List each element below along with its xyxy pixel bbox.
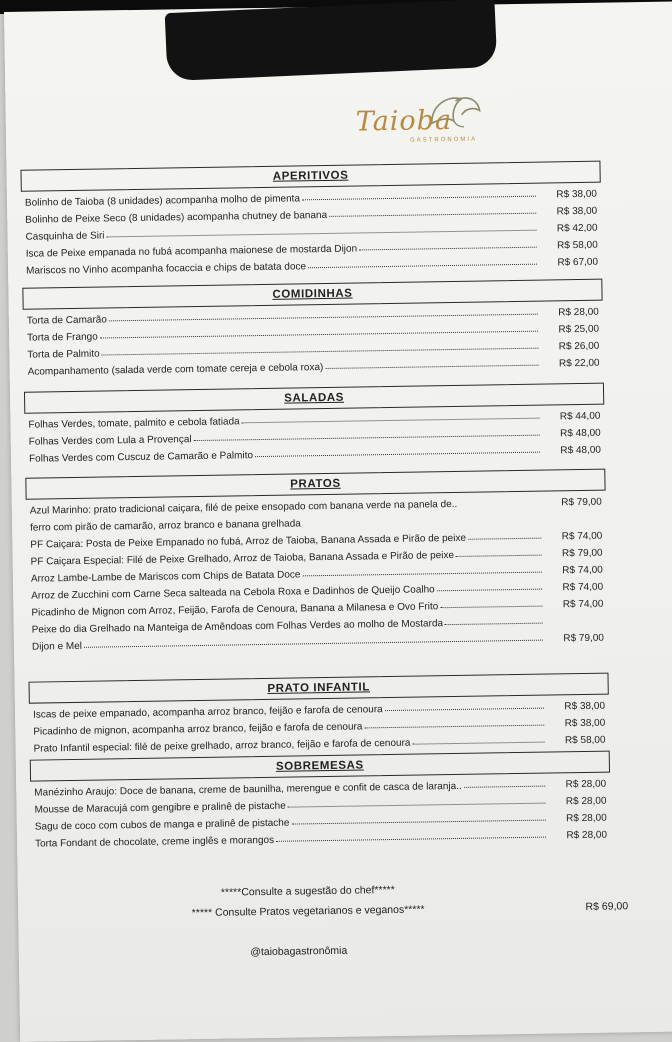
leader-dots (84, 640, 543, 648)
item-price: R$ 79,00 (561, 547, 603, 560)
item-name: Bolinho de Peixe Seco (8 unidades) acompanha chutney de banana (25, 209, 328, 226)
item-name: Mariscos no Vinho acompanha focaccia e chips de batata doce (25, 261, 307, 277)
section-pratos (25, 469, 608, 653)
leader-dots (303, 522, 541, 526)
item-name: Torta Fondant de chocolate, creme inglês e morangos (34, 834, 275, 850)
item-name: Picadinho de Mignon com Arroz, Feijão, Farofa de Cenoura, Banana a Milanesa e Ovo Frito (31, 601, 439, 619)
item-price: R$ 74,00 (562, 598, 604, 611)
item-name: Prato Infantil especial: filé de peixe grelhado, arroz branco, feijão e farofa de cenoura (33, 737, 411, 755)
leader-dots (385, 708, 544, 712)
section-infantil (29, 673, 610, 755)
item-price: R$ 79,00 (563, 632, 604, 645)
leader-dots (456, 555, 542, 557)
item-price: R$ 28,00 (566, 829, 608, 842)
item-name: Torta de Frango (27, 331, 98, 344)
item-price: R$ 74,00 (561, 530, 603, 543)
item-list (21, 183, 602, 277)
leader-dots (440, 606, 542, 609)
vegetarian-note: ***** Consulte Pratos vegetarianos e veganos***** (191, 903, 425, 920)
leader-dots (255, 452, 540, 457)
leader-dots (468, 538, 541, 540)
item-price: R$ 28,00 (566, 812, 607, 825)
item-list (29, 695, 610, 755)
leader-dots (364, 725, 544, 729)
leader-dots (308, 264, 537, 269)
item-price: R$ 28,00 (565, 795, 607, 808)
item-list (24, 405, 605, 465)
leader-dots (329, 213, 536, 217)
instagram-handle[interactable]: @taiobagastronômia (250, 944, 348, 959)
item-price: R$ 25,00 (558, 323, 600, 336)
section-title: SALADAS (24, 383, 604, 414)
item-list (26, 491, 608, 653)
leader-dots (459, 505, 540, 506)
leader-dots (437, 589, 542, 592)
brand-name: Taioba (355, 104, 453, 138)
item-name: Picadinho de mignon, acompanha arroz branco, feijão e farofa de cenoura (33, 721, 363, 738)
section-aperitivos (20, 161, 602, 277)
section-sobremesas (30, 751, 611, 850)
item-price: R$ 38,00 (556, 188, 598, 201)
item-price: R$ 48,00 (560, 427, 601, 440)
item-name: Dijon e Mel (31, 640, 83, 653)
section-title: SOBREMESAS (30, 751, 610, 782)
item-price: R$ 26,00 (558, 340, 600, 353)
item-name: Mousse de Maracujá com gengibre e pralinê de pistache (34, 800, 286, 816)
item-name: Torta de Palmito (27, 348, 100, 361)
section-title: APERITIVOS (20, 161, 600, 192)
item-price: R$ 74,00 (562, 564, 603, 577)
leader-dots (291, 820, 545, 825)
item-name: Folhas Verdes com Cuscuz de Camarão e Palmito (28, 450, 254, 465)
section-title: COMIDINHAS (22, 279, 602, 310)
vegetarian-price: R$ 69,00 (585, 900, 629, 913)
item-list (23, 301, 604, 378)
section-saladas (24, 383, 605, 465)
item-name: Azul Marinho: prato tradicional caiçara, filé de peixe ensopado com banana verde na panela de.. (29, 498, 458, 517)
item-price: R$ 44,00 (559, 410, 601, 423)
chef-suggestion-note: *****Consulte a sugestão do chef***** (220, 883, 395, 899)
item-price: R$ 38,00 (556, 205, 598, 218)
leader-dots (412, 742, 544, 745)
item-name: PF Caiçara Especial: Filé de Peixe Grelhado, Arroz de Taioba, Banana Assada e Pirão de peixe (30, 549, 455, 568)
item-price: R$ 28,00 (565, 778, 607, 791)
leader-dots (359, 247, 537, 251)
leader-dots (302, 196, 536, 201)
item-name: Acompanhamento (salada verde com tomate cereja e cebola roxa) (27, 362, 324, 378)
item-price: R$ 58,00 (557, 239, 598, 252)
leader-dots (325, 365, 538, 369)
leader-dots (464, 786, 546, 788)
item-name: Folhas Verdes com Lula a Provençal (28, 434, 192, 448)
item-name: Arroz de Zucchini com Carne Seca salteada na Cebola Roxa e Dadinhos de Queijo Coalho (31, 584, 435, 602)
item-name: Iscas de peixe empanado, acompanha arroz branco, feijão e farofa de cenoura (32, 704, 383, 721)
section-title: PRATO INFANTIL (29, 673, 609, 704)
item-name: Sagu de coco com cubos de manga e pralinê de pistache (34, 817, 290, 833)
item-name: Manézinho Araujo: Doce de banana, creme de baunilha, merengue e confit de casca de laranja.. (34, 780, 462, 799)
leader-dots (302, 572, 541, 577)
brand-logo (347, 96, 508, 155)
item-price: R$ 48,00 (560, 444, 602, 457)
section-title: PRATOS (25, 469, 605, 500)
item-name: Peixe do dia Grelhado na Manteiga de Amêndoas com Folhas Verdes ao molho de Mostarda (31, 618, 444, 636)
item-name: Isca de Peixe empanada no fubá acompanha maionese de mostarda Dijon (25, 243, 358, 260)
item-price: R$ 28,00 (558, 306, 599, 319)
menu-sheet (4, 1, 672, 1041)
item-price: R$ 58,00 (564, 734, 606, 747)
item-price: R$ 22,00 (558, 357, 600, 370)
item-price: R$ 79,00 (561, 496, 602, 509)
item-name: ferro com pirão de camarão, arroz branco e banana grelhada (30, 518, 301, 534)
item-name: Torta de Camarão (26, 314, 107, 327)
leader-dots (276, 837, 546, 842)
item-price: R$ 42,00 (556, 222, 598, 235)
leader-dots (445, 623, 543, 626)
item-price: R$ 38,00 (564, 717, 606, 730)
item-price: R$ 74,00 (562, 581, 604, 594)
item-name: Arroz Lambe-Lambe de Mariscos com Chips de Batata Doce (30, 569, 301, 585)
item-name: Folhas Verdes, tomate, palmito e cebola fatiada (28, 416, 240, 431)
brand-subtitle: GASTRONOMIA (410, 136, 478, 144)
item-name: PF Caiçara: Posta de Peixe Empanado no fubá, Arroz de Taioba, Banana Assada e Pirão de peixe (30, 532, 467, 551)
item-price: R$ 38,00 (564, 700, 606, 713)
section-comidinhas (22, 279, 603, 378)
item-price: R$ 67,00 (557, 256, 599, 269)
item-name: Bolinho de Taioba (8 unidades) acompanha molho de pimenta (24, 193, 301, 209)
item-list (30, 773, 611, 850)
leader-dots (288, 803, 546, 808)
item-name: Casquinha de Siri (25, 230, 105, 243)
